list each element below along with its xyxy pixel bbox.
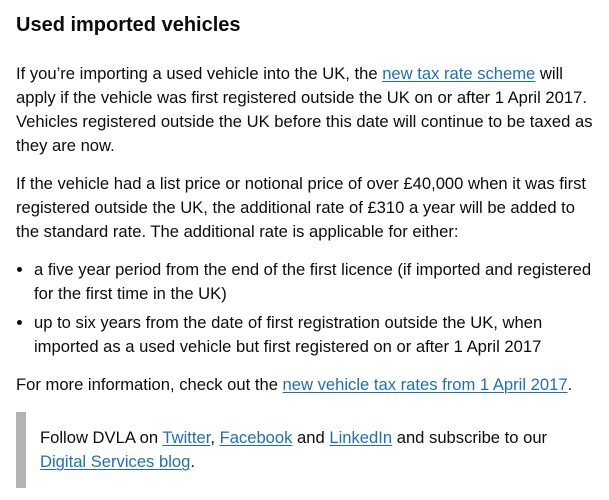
- article-content: [16, 10, 601, 411]
- linkedin-link[interactable]: LinkedIn: [329, 428, 393, 447]
- callout-text: ,: [210, 428, 220, 447]
- callout-text: and: [292, 428, 330, 447]
- callout-text: Follow DVLA on: [40, 428, 163, 447]
- more-info-text-after: .: [567, 375, 573, 394]
- callout-text: and subscribe to our: [392, 428, 548, 447]
- list-item: • up to six years from the date of first registration outside the UK, when imported as a used vehicle but first registered on or after 1 April 2017: [34, 311, 601, 359]
- intro-text-after: will apply if the vehicle was first registered outside the UK on or after 1 April 2017. Vehicles registered outside the UK before this date will continue to be taxed as they are now.: [16, 64, 593, 155]
- tax-rate-scheme-link[interactable]: new tax rate scheme: [382, 64, 536, 83]
- intro-text-before: If you’re importing a used vehicle into the UK, the: [16, 64, 383, 83]
- digital-services-blog-link[interactable]: Digital Services blog: [40, 452, 191, 471]
- more-info-paragraph: [16, 373, 601, 397]
- social-callout: [16, 412, 586, 488]
- facebook-link[interactable]: Facebook: [219, 428, 293, 447]
- more-info-text-before: For more information, check out the: [16, 375, 283, 394]
- list-item: • a five year period from the end of the first licence (if imported and registered for the first time in the UK): [34, 258, 601, 306]
- additional-rate-paragraph: If the vehicle had a list price or notional price of over £40,000 when it was first registered outside the UK, the additional rate of £310 a year will be added to the standard rate. The additional rate is applicable for either:: [16, 174, 587, 241]
- twitter-link[interactable]: Twitter: [162, 428, 211, 447]
- conditions-list: [16, 258, 601, 359]
- intro-paragraph: [16, 62, 601, 158]
- new-vehicle-tax-rates-link[interactable]: new vehicle tax rates from 1 April 2017: [282, 375, 568, 394]
- callout-text: .: [190, 452, 195, 471]
- section-heading: Used imported vehicles: [16, 14, 241, 36]
